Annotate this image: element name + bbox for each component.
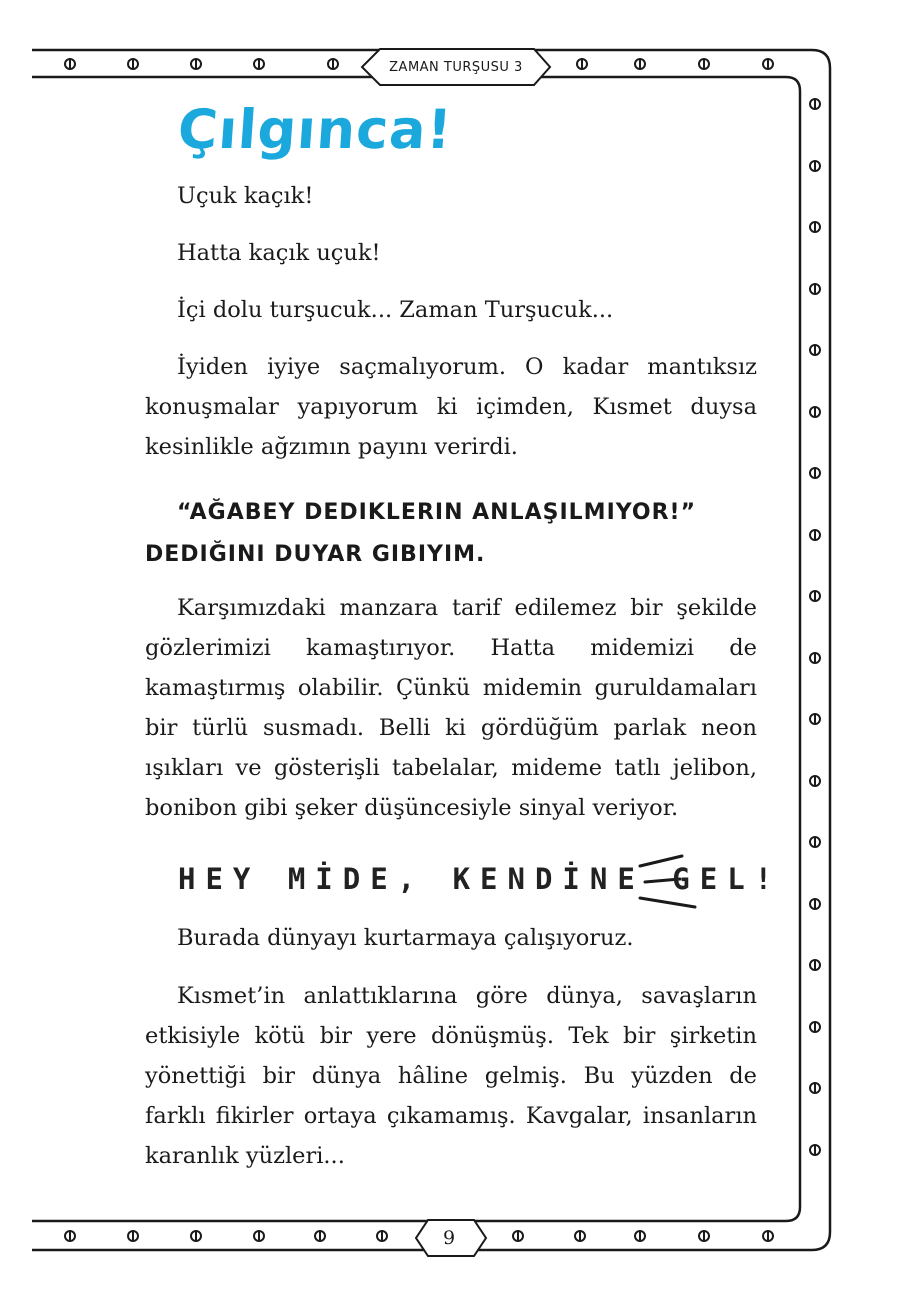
paragraph-2: Karşımızdaki manzara tarif edilemez bir şekilde gözlerimizi kamaştırıyor. Hatta midemizi de kamaştırmış olabilir. Çünkü midemin guruldamaları bir türlü susmadı. Belli ki gördüğüm parlak neon ışıkları ve gösterişli tabelalar, mideme tatlı jelibon, bonibon gibi şeker düşüncesiyle sinyal veriyor. xyxy=(145,595,757,821)
rivet-icon xyxy=(810,284,820,294)
rivet-icon xyxy=(254,1231,264,1241)
rivet-icon xyxy=(699,1231,709,1241)
rivet-icon xyxy=(191,1231,201,1241)
rivet-icon xyxy=(810,161,820,171)
rivet-icon xyxy=(810,837,820,847)
rivet-icon xyxy=(810,1083,820,1093)
rivet-icon xyxy=(254,59,264,69)
rivet-icon xyxy=(810,222,820,232)
rivet-icon xyxy=(763,1231,773,1241)
series-title: ZAMAN TURŞUSU 3 xyxy=(389,59,523,75)
rivet-icon xyxy=(810,99,820,109)
rivet-icon xyxy=(128,1231,138,1241)
rivet-icon xyxy=(810,1145,820,1155)
rivet-icon xyxy=(699,59,709,69)
page-number: 9 xyxy=(442,1227,456,1249)
rivet-icon xyxy=(810,714,820,724)
body-line-2: Hatta kaçık uçuk! xyxy=(177,240,381,266)
rivet-icon xyxy=(191,59,201,69)
rivet-icon xyxy=(810,407,820,417)
rivet-icon xyxy=(328,59,338,69)
rivet-icon xyxy=(763,59,773,69)
rivet-icon xyxy=(810,468,820,478)
rivet-icon xyxy=(513,1231,523,1241)
rivet-icon xyxy=(575,1231,585,1241)
rivet-icon xyxy=(810,899,820,909)
rivet-icon xyxy=(810,776,820,786)
rivet-icon xyxy=(635,59,645,69)
rivet-icon xyxy=(810,345,820,355)
exclamation-heading: HEY MİDE, KENDİNE GEL! xyxy=(178,862,783,896)
rivet-icon xyxy=(65,59,75,69)
rivet-icon xyxy=(635,1231,645,1241)
rivet-icon xyxy=(315,1231,325,1241)
body-line-3: İçi dolu turşucuk... Zaman Turşucuk... xyxy=(177,297,614,323)
rivet-icon xyxy=(810,591,820,601)
rivet-icon xyxy=(577,59,587,69)
paragraph-1: İyiden iyiye saçmalıyorum. O kadar mantıksız konuşmalar yapıyorum ki içimden, Kısmet duysa kesinlikle ağzımın payını verirdi. xyxy=(145,354,757,460)
chapter-title: Çılgınca! xyxy=(175,98,455,161)
rivet-icon xyxy=(65,1231,75,1241)
rivet-icon xyxy=(810,960,820,970)
body-line-1: Uçuk kaçık! xyxy=(177,183,314,209)
rivet-icon xyxy=(810,1022,820,1032)
rivet-icon xyxy=(810,530,820,540)
rivet-icon xyxy=(377,1231,387,1241)
rivet-icon xyxy=(810,653,820,663)
rivet-icon xyxy=(128,59,138,69)
shout-quote: “AĞABEY DEDIKLERIN ANLAŞILMIYOR!” DEDIĞINI DUYAR GIBIYIM. xyxy=(145,500,697,567)
paragraph-3: Kısmet’in anlattıklarına göre dünya, savaşların etkisiyle kötü bir yere dönüşmüş. Tek bir şirketin yönettiği bir dünya hâline gelmiş. Bu yüzden de farklı fikirler ortaya çıkamamış. Kavgalar, insanların karanlık yüzleri... xyxy=(145,983,757,1169)
body-line-4: Burada dünyayı kurtarmaya çalışıyoruz. xyxy=(177,925,634,951)
